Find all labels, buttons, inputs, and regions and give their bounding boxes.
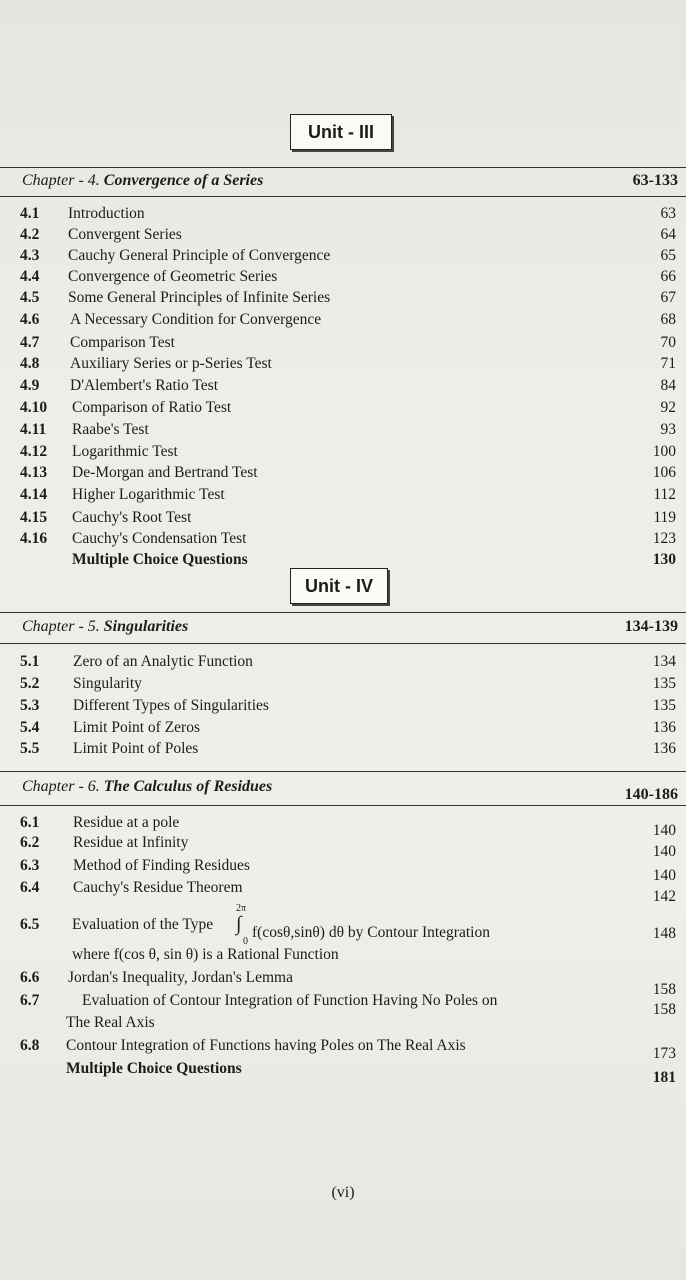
- chapter-6-heading: [22, 778, 678, 803]
- toc-row: 4.1 Introduction 63: [20, 205, 676, 222]
- chapter-4-title: Chapter - 4. Convergence of a Series: [22, 172, 264, 189]
- mcq-row: Multiple Choice Questions 130: [72, 551, 676, 568]
- toc-row-6-5-continuation: where f(cos θ, sin θ) is a Rational Function: [72, 946, 339, 963]
- page-number: (vi): [331, 1184, 355, 1201]
- toc-row: 4.8 Auxiliary Series or p-Series Test 71: [20, 355, 676, 372]
- toc-row: 4.13 De-Morgan and Bertrand Test 106: [20, 464, 676, 481]
- chapter-5-bottom-rule: [0, 643, 686, 644]
- toc-row: 5.4 Limit Point of Zeros 136: [20, 719, 676, 736]
- chapter-4-heading: [22, 172, 678, 194]
- toc-row: 4.11 Raabe's Test 93: [20, 421, 676, 438]
- toc-row: 4.16 Cauchy's Condensation Test 123: [20, 530, 676, 547]
- toc-row: 4.5 Some General Principles of Infinite Series 67: [20, 289, 676, 306]
- toc-row-6-5: 6.5 Evaluation of the Type 148: [20, 916, 676, 942]
- toc-row: 4.9 D'Alembert's Ratio Test 84: [20, 377, 676, 394]
- toc-row: 4.6 A Necessary Condition for Convergence 68: [20, 311, 676, 328]
- chapter-6-bottom-rule: [0, 805, 686, 806]
- toc-row: 5.2 Singularity 135: [20, 675, 676, 692]
- chapter-4-top-rule: [0, 167, 686, 168]
- toc-row: 5.3 Different Types of Singularities 135: [20, 697, 676, 714]
- chapter-6-range: 140-186: [624, 786, 678, 803]
- unit-3-heading: [290, 114, 392, 150]
- toc-row: 6.3 Method of Finding Residues 140: [20, 857, 676, 884]
- toc-row: 6.6 Jordan's Inequality, Jordan's Lemma 158: [20, 969, 676, 998]
- toc-row: 4.7 Comparison Test 70: [20, 334, 676, 351]
- toc-row: 6.2 Residue at Infinity 140: [20, 834, 676, 860]
- toc-row: 4.2 Convergent Series 64: [20, 226, 676, 243]
- toc-row: 5.5 Limit Point of Poles 136: [20, 740, 676, 757]
- toc-row: 5.1 Zero of an Analytic Function 134: [20, 653, 676, 670]
- chapter-5-title: Chapter - 5. Singularities: [22, 618, 189, 635]
- chapter-4-bottom-rule: [0, 196, 686, 197]
- toc-row: 6.4 Cauchy's Residue Theorem 142: [20, 879, 676, 905]
- toc-row: 4.12 Logarithmic Test 100: [20, 443, 676, 460]
- integral-lower-limit: 0: [243, 936, 248, 947]
- chapter-5-heading: [22, 618, 678, 640]
- toc-row-6-7: 6.7 Evaluation of Contour Integration of Function Having No Poles on 158: [20, 992, 676, 1018]
- chapter-6-title: Chapter - 6. The Calculus of Residues: [22, 778, 273, 795]
- mcq-row: Multiple Choice Questions 181: [66, 1060, 676, 1086]
- integral-sign: ∫: [236, 913, 242, 935]
- chapter-4-range: 63-133: [632, 172, 678, 189]
- toc-row: 4.10 Comparison of Ratio Test 92: [20, 399, 676, 416]
- toc-row: 6.1 Residue at a pole 140: [20, 814, 676, 839]
- toc-row: 4.3 Cauchy General Principle of Convergence 65: [20, 247, 676, 264]
- unit-4-label: Unit - IV: [305, 575, 373, 596]
- toc-row: 6.8 Contour Integration of Functions having Poles on The Real Axis 173: [20, 1037, 676, 1062]
- chapter-5-range: 134-139: [624, 618, 678, 635]
- chapter-6-top-rule: [0, 771, 686, 772]
- toc-row: 4.15 Cauchy's Root Test 119: [20, 509, 676, 526]
- chapter-5-top-rule: [0, 612, 686, 613]
- toc-row: 4.4 Convergence of Geometric Series 66: [20, 268, 676, 285]
- toc-row: 4.14 Higher Logarithmic Test 112: [20, 486, 676, 503]
- integral-formula: f(cosθ,sinθ) dθ by Contour Integration: [252, 924, 490, 941]
- unit-3-label: Unit - III: [308, 121, 374, 142]
- integral-upper-limit: 2π: [236, 903, 247, 914]
- toc-row-6-7-continuation: The Real Axis: [66, 1014, 155, 1031]
- unit-4-heading: [290, 568, 388, 604]
